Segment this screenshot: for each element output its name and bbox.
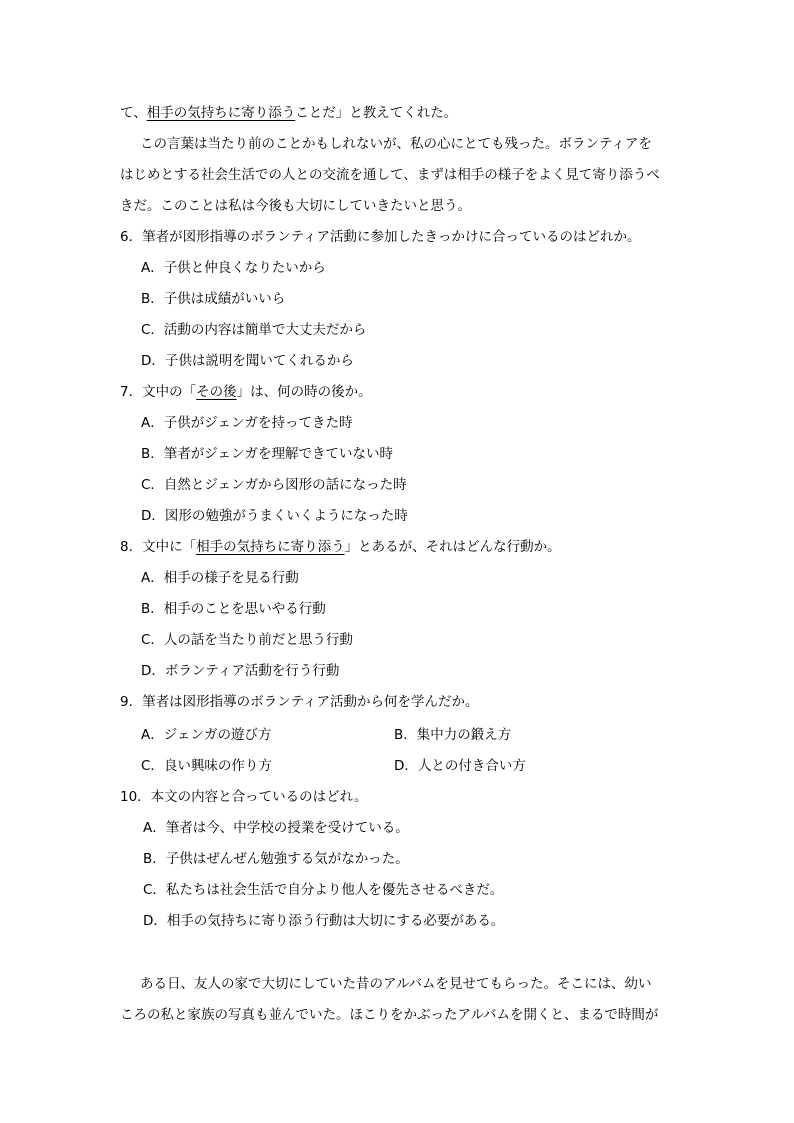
- passage1-line3: はじめとする社会生活での人との交流を通して、まずは相手の様子をよく見て寄り添うべ: [120, 167, 660, 183]
- question-6-option-c: C．活動の内容は簡単で大丈夫だから: [141, 322, 367, 338]
- question-9-option-a: A．ジェンガの遊び方: [141, 727, 272, 743]
- question-8-option-c: C．人の話を当たり前だと思う行動: [141, 632, 353, 648]
- underlined-phrase: 相手の気持ちに寄り添う: [146, 105, 296, 121]
- passage1-line1: て、相手の気持ちに寄り添うことだ」と教えてくれた。: [120, 105, 458, 121]
- question-7-stem: 7．文中の「その後」は、何の時の後か。: [120, 384, 372, 400]
- question-6-stem: 6．筆者が図形指導のボランティア活動に参加したきっかけに合っているのはどれか。: [120, 229, 641, 245]
- question-10-option-b: B．子供はぜんぜん勉強する気がなかった。: [143, 851, 409, 867]
- question-8-option-b: B．相手のことを思いやる行動: [141, 601, 326, 617]
- question-7-option-a: A．子供がジェンガを持ってきた時: [141, 415, 353, 431]
- question-6-option-d: D．子供は説明を聞いてくれるから: [141, 353, 354, 369]
- question-8-option-a: A．相手の様子を見る行動: [141, 570, 299, 586]
- passage1-line2: この言葉は当たり前のことかもしれないが、私の心にとても残った。ボランティアを: [140, 136, 652, 152]
- question-9-stem: 9．筆者は図形指導のボランティア活動から何を学んだか。: [120, 694, 479, 710]
- passage2-line2: ころの私と家族の写真も並んでいた。ほこりをかぶったアルバムを開くと、まるで時間が: [120, 1007, 659, 1023]
- question-9-option-d: D．人との付き合い方: [394, 758, 526, 774]
- question-10-option-d: D．相手の気持ちに寄り添う行動は大切にする必要がある。: [143, 913, 505, 929]
- question-6-option-a: A．子供と仲良くなりたいから: [141, 260, 326, 276]
- question-9-option-c: C．良い興味の作り方: [141, 758, 272, 774]
- passage2-line1: ある日、友人の家で大切にしていた昔のアルバムを見せてもらった。そこには、幼い: [140, 976, 652, 992]
- question-7-option-d: D．図形の勉強がうまくいくようになった時: [141, 508, 408, 524]
- question-10-option-c: C．私たちは社会生活で自分より他人を優先させるべきだ。: [143, 882, 504, 898]
- underlined-phrase: 相手の気持ちに寄り添う: [196, 539, 345, 555]
- question-7-option-b: B．筆者がジェンガを理解できていない時: [141, 446, 393, 462]
- question-7-option-c: C．自然とジェンガから図形の話になった時: [141, 477, 407, 493]
- question-9-option-b: B．集中力の鍛え方: [394, 727, 512, 743]
- question-10-option-a: A．筆者は今、中学校の授業を受けている。: [143, 820, 409, 836]
- passage1-line4: きだ。このことは私は今後も大切にしていきたいと思う。: [120, 198, 471, 214]
- question-8-stem: 8．文中に「相手の気持ちに寄り添う」とあるが、それはどんな行動か。: [120, 539, 561, 555]
- underlined-phrase: その後: [196, 384, 237, 400]
- question-10-stem: 10．本文の内容と合っているのはどれ。: [120, 789, 368, 805]
- question-6-option-b: B．子供は成績がいいら: [141, 291, 286, 307]
- question-8-option-d: D．ボランティア活動を行う行動: [141, 663, 340, 679]
